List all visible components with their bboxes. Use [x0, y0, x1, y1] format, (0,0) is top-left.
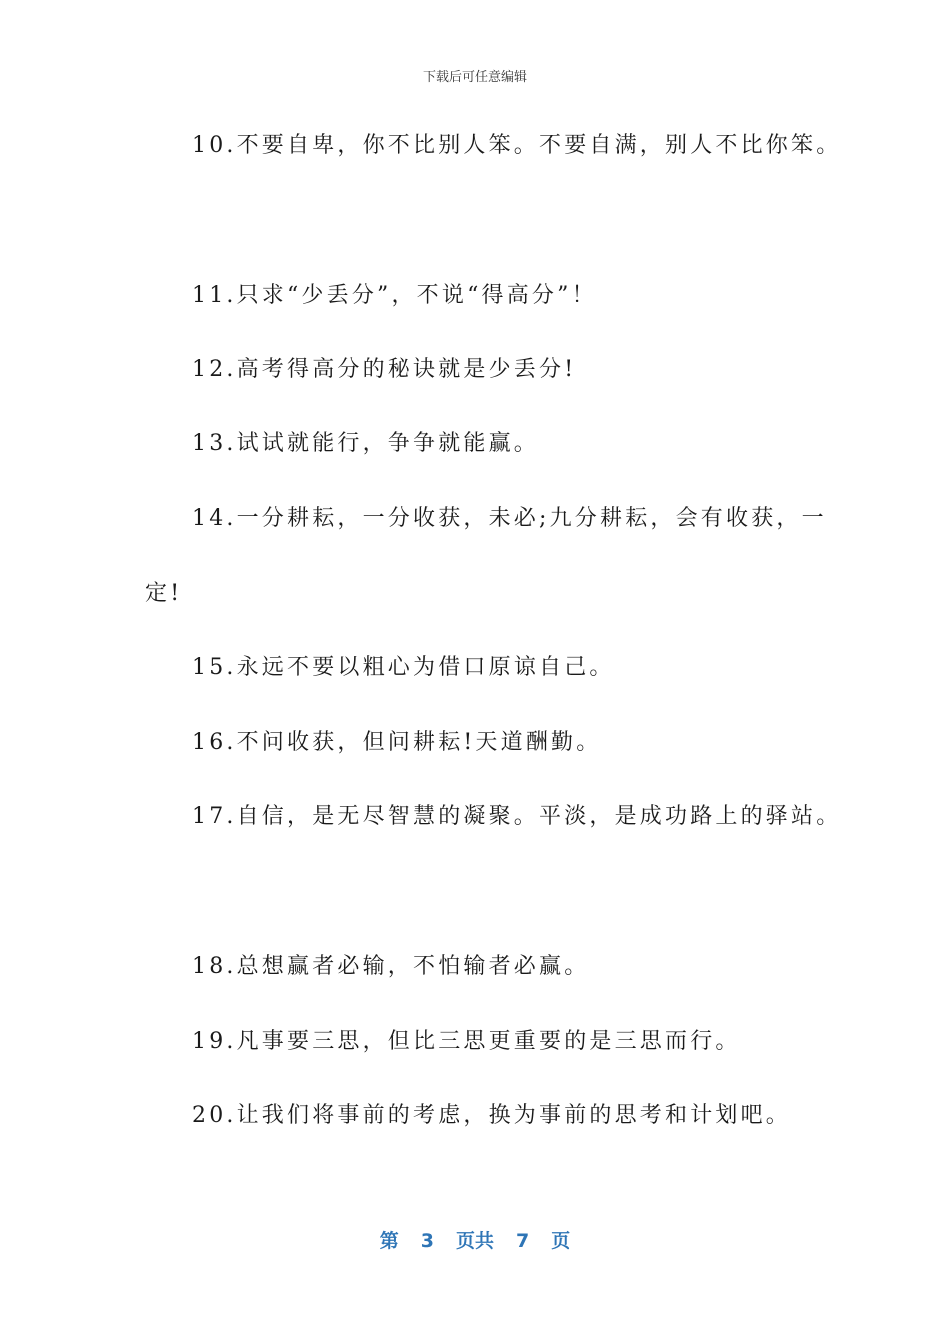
quote-line-20: 20.让我们将事前的考虑，换为事前的思考和计划吧。	[192, 1103, 791, 1128]
quote-line-18: 18.总想赢者必输，不怕输者必赢。	[192, 954, 590, 979]
footer-suffix: 页	[551, 1230, 571, 1252]
quote-line-14: 14.一分耕耘，一分收获，未必;九分耕耘，会有收获，一	[192, 506, 827, 531]
page-header: 下载后可任意编辑	[422, 70, 527, 85]
footer-prefix: 第	[379, 1230, 399, 1252]
quote-line-10: 10.不要自卑，你不比别人笨。不要自满，别人不比你笨。	[192, 133, 842, 158]
footer-middle: 页共	[455, 1230, 494, 1252]
footer-page-number: 3	[420, 1230, 434, 1252]
quote-line-19: 19.凡事要三思，但比三思更重要的是三思而行。	[192, 1029, 741, 1054]
quote-line-17: 17.自信，是无尽智慧的凝聚。平淡，是成功路上的驿站。	[192, 804, 842, 829]
quote-line-15: 15.永远不要以粗心为借口原谅自己。	[192, 655, 615, 680]
quote-line-14-continued: 定!	[145, 581, 183, 606]
page-footer	[0, 1226, 950, 1253]
quote-line-13: 13.试试就能行，争争就能赢。	[192, 431, 539, 456]
footer-total-pages: 7	[516, 1230, 530, 1252]
quote-line-11: 11.只求“少丢分”，不说“得高分”！	[192, 283, 597, 308]
quote-line-16: 16.不问收获，但问耕耘!天道酬勤。	[192, 730, 602, 755]
quote-line-12: 12.高考得高分的秘诀就是少丢分!	[192, 357, 577, 382]
